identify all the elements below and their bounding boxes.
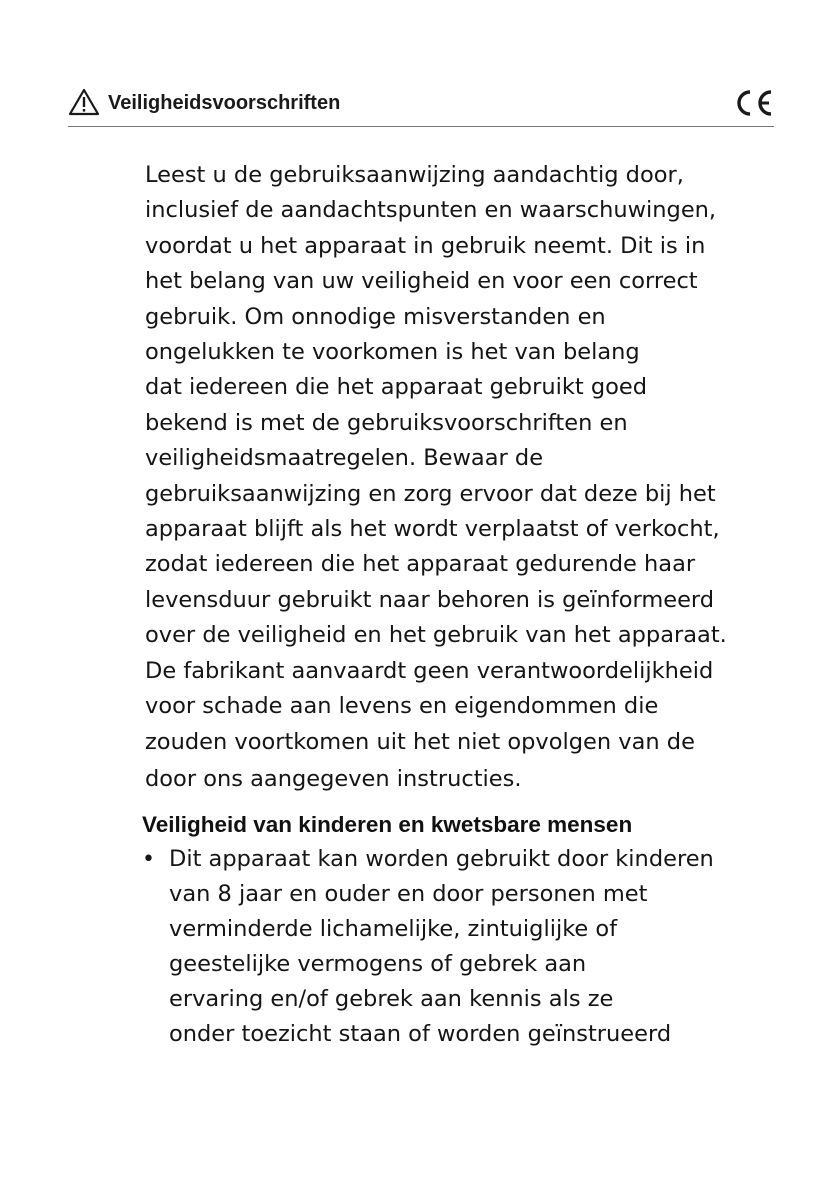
page-title: Veiligheidsvoorschriften <box>108 92 341 114</box>
intro-line: zodat iedereen die het apparaat gedurende haar <box>145 551 696 578</box>
intro-line: voor schade aan levens en eigendommen die <box>145 693 659 720</box>
intro-line: bekend is met de gebruiksvoorschriften en <box>145 409 628 436</box>
bullet-icon: • <box>142 847 155 872</box>
intro-line: inclusief de aandachtspunten en waarschuwingen, <box>145 197 717 224</box>
page-header <box>68 86 774 127</box>
section-heading: Veiligheid van kinderen en kwetsbare mensen <box>142 812 633 837</box>
intro-line: levensduur gebruikt naar behoren is geïnformeerd <box>145 586 715 613</box>
safety-bullet-list <box>142 842 782 1052</box>
intro-line: door ons aangegeven instructies. <box>145 765 522 792</box>
intro-line: voordat u het apparaat in gebruik neemt. Dit is in <box>145 232 706 259</box>
warning-triangle-icon <box>68 88 100 116</box>
bullet-line: Dit apparaat kan worden gebruikt door kinderen <box>169 846 714 872</box>
bullet-line: ervaring en/of gebrek aan kennis als ze <box>169 986 614 1012</box>
bullet-line: geestelijke vermogens of gebrek aan <box>169 951 587 977</box>
bullet-line: onder toezicht staan of worden geïnstrueerd <box>169 1021 672 1047</box>
intro-line: veiligheidsmaatregelen. Bewaar de <box>145 445 544 472</box>
intro-line: apparaat blijft als het wordt verplaatst of verkocht, <box>145 516 720 543</box>
ce-mark-icon <box>732 88 774 118</box>
intro-paragraph <box>145 158 785 797</box>
intro-line: ongelukken te voorkomen is het van belang <box>145 339 640 366</box>
intro-line: De fabrikant aanvaardt geen verantwoordelijkheid <box>145 657 714 684</box>
intro-line: over de veiligheid en het gebruik van het apparaat. <box>145 622 727 649</box>
list-item <box>142 842 782 1052</box>
intro-line: gebruiksaanwijzing en zorg ervoor dat deze bij het <box>145 480 716 507</box>
bullet-line: van 8 jaar en ouder en door personen met <box>169 881 648 907</box>
intro-line: dat iedereen die het apparaat gebruikt goed <box>145 374 648 401</box>
intro-line: het belang van uw veiligheid en voor een correct <box>145 268 698 295</box>
intro-line: zouden voortkomen uit het niet opvolgen van de <box>145 728 695 755</box>
bullet-line: verminderde lichamelijke, zintuiglijke of <box>169 916 618 942</box>
intro-line: Leest u de gebruiksaanwijzing aandachtig door, <box>145 162 684 188</box>
intro-line: gebruik. Om onnodige misverstanden en <box>145 303 606 330</box>
